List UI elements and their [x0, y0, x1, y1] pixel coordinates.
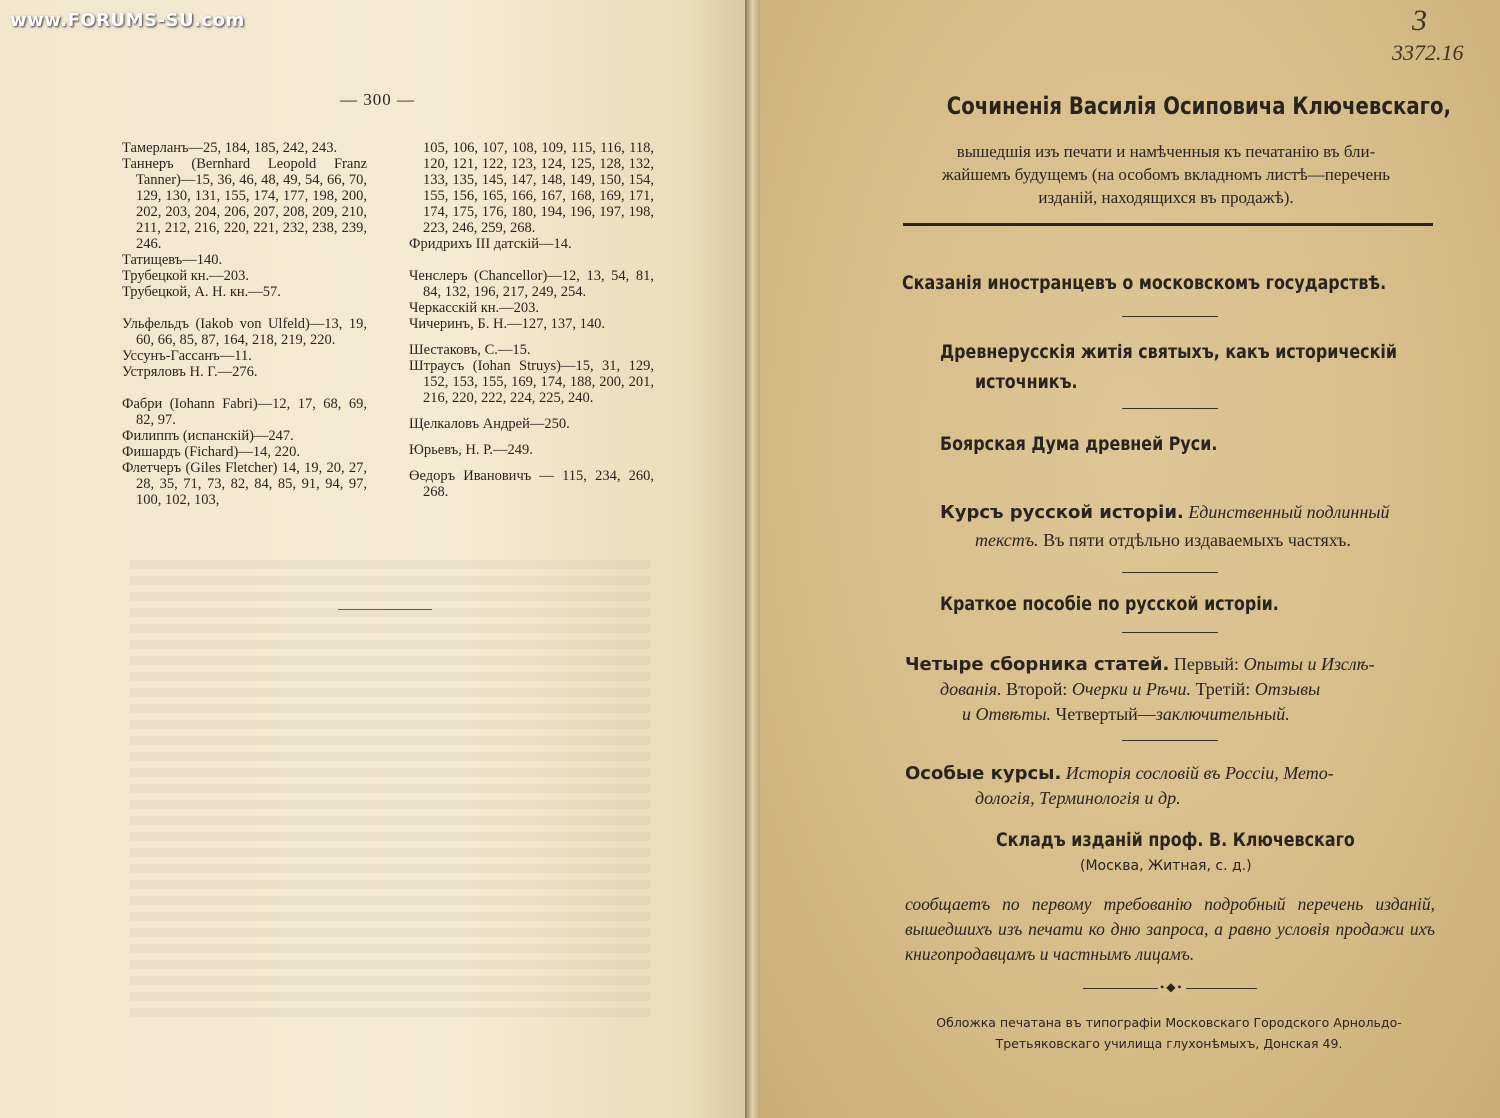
work-item-6-third-title: Отзывы	[1254, 679, 1321, 699]
index-entry: Татищевъ—140.	[122, 252, 223, 268]
end-rule	[338, 609, 432, 610]
index-entry: Ульфельдъ (Iakob von Ulfeld)—13, 19, 60, 66, 85, 87, 164, 218, 219, 220.	[122, 316, 367, 348]
work-item-6-label: Третій:	[1195, 679, 1251, 699]
separator-rule	[1122, 316, 1218, 317]
index-entry: Флетчеръ (Giles Fletcher) 14, 19, 20, 27, 28, 35, 71, 73, 82, 84, 85, 91, 94, 97, 100, 102, 103,	[122, 460, 367, 508]
work-item-7-title: Особые курсы.	[905, 763, 1062, 784]
separator-rule	[1122, 740, 1218, 741]
work-item-4-line2	[975, 528, 1351, 553]
index-entry: Черкасскій кн.—203.	[409, 300, 540, 316]
index-entry: Филиппъ (испанскій)—247.	[122, 428, 294, 444]
subtitle-line: вышедшія изъ печати и намѣченныя къ печатанію въ бли-	[956, 142, 1376, 161]
index-entry: Трубецкой, А. Н. кн.—57.	[122, 284, 281, 300]
index-entry: Фишардъ (Fichard)—14, 220.	[122, 444, 300, 460]
colophon-line: Обложка печатана въ типографіи Московскаго Городского Арнольдо-	[936, 1015, 1402, 1030]
notice-text: сообщаетъ по первому требованію подробный перечень изданій, вышедшихъ изъ печати ко дню запроса, а равно условія продажи ихъ книгопродавцамъ и частнымъ лицамъ.	[905, 894, 1435, 964]
right-page	[760, 0, 1500, 1118]
work-item-4-title: Курсъ русской исторіи.	[940, 502, 1184, 523]
work-item-6-line3	[962, 702, 1290, 727]
index-entry: Уссунъ-Гассанъ—11.	[122, 348, 252, 364]
handwritten-mark: 3	[1412, 4, 1427, 37]
work-item-6-label: Четвертый—	[1055, 704, 1156, 724]
ornament: •◆•	[1160, 980, 1184, 994]
bleed-through	[130, 560, 650, 1020]
work-item-6-line1	[905, 652, 1375, 677]
index-entry: Өедоръ Ивановичъ — 115, 234, 260, 268.	[409, 468, 654, 500]
work-item-7-line2	[975, 786, 1181, 811]
work-item-6-label: Первый:	[1173, 654, 1240, 674]
work-item-4-rest: Въ пяти отдѣльно издаваемыхъ частяхъ.	[1043, 530, 1351, 550]
title-rule	[903, 223, 1433, 226]
watermark: www.FORUMS-SU.com	[10, 10, 245, 31]
subtitle	[900, 140, 1432, 209]
separator-rule	[1122, 572, 1218, 573]
work-item-6-title: Четыре сборника статей.	[905, 654, 1170, 675]
work-item-4-line1	[940, 500, 1389, 525]
work-item-4-note-cont: текстъ.	[975, 530, 1039, 550]
page-title: Сочиненія Василія Осиповича Ключевскаго,	[946, 92, 1451, 120]
index-entry: Фридрихъ III датскій—14.	[409, 236, 572, 252]
work-item-7-line1	[905, 761, 1334, 786]
subtitle-line: жайшемъ будущемъ (на особомъ вкладномъ листѣ—перечень	[941, 165, 1391, 184]
separator-rule	[1122, 632, 1218, 633]
index-entry: 105, 106, 107, 108, 109, 115, 116, 118, 120, 121, 122, 123, 124, 125, 128, 132, 133, 135, 145, 147, 148, 149, 150, 154, 155, 156, 165, 166, 167, 168, 169, 171, 174, 175, 176, 180, 194, 196, 197, 198, 223, 246, 259, 268.	[423, 140, 654, 236]
index-entry: Ченслеръ (Chancellor)—12, 13, 54, 81, 84, 132, 196, 217, 249, 254.	[409, 268, 654, 300]
work-item-6-first-title-cont: дованія.	[940, 679, 1002, 699]
work-item-6-line2	[940, 677, 1320, 702]
work-item-1: Сказанія иностранцевъ о московскомъ государствѣ.	[902, 273, 1387, 294]
work-item-7-note: Исторія сословій въ Россіи, Мето-	[1065, 763, 1334, 783]
work-item-7-note-cont: дологія, Терминологія и др.	[975, 788, 1181, 808]
colophon	[902, 1012, 1436, 1054]
colophon-line: Третьяковскаго училища глухонѣмыхъ, Донская 49.	[995, 1036, 1343, 1051]
page-number: — 300 —	[340, 90, 415, 109]
handwritten-shelfmark: 3372.16	[1392, 40, 1464, 65]
index-entry: Юрьевъ, Н. Р.—249.	[409, 442, 533, 458]
work-item-6-first-title: Опыты и Изслѣ-	[1243, 654, 1375, 674]
work-item-4-note: Единственный подлинный	[1188, 502, 1390, 522]
index-entry: Устряловъ Н. Г.—276.	[122, 364, 258, 380]
separator-rule	[1122, 408, 1218, 409]
index-entry: Трубецкой кн.—203.	[122, 268, 250, 284]
subtitle-line: изданій, находящихся въ продажѣ).	[1038, 188, 1294, 207]
work-item-6-fourth-title: заключительный.	[1155, 704, 1290, 724]
work-item-5: Краткое пособіе по русской исторіи.	[940, 594, 1279, 615]
index-entry: Шестаковъ, С.—15.	[409, 342, 531, 358]
index-entry: Таннеръ (Bernhard Leopold Franz Tanner)—15, 36, 46, 48, 49, 54, 66, 70, 129, 130, 131, 155, 174, 177, 198, 200, 202, 203, 204, 206, 207, 208, 209, 210, 211, 212, 216, 220, 221, 232, 238, 239, 246.	[122, 156, 367, 252]
index-entry: Фабри (Iohann Fabri)—12, 17, 68, 69, 82, 97.	[122, 396, 367, 428]
warehouse-heading: Складъ изданій проф. В. Ключевскаго	[996, 830, 1355, 851]
work-item-2-line1: Древнерусскія житія святыхъ, какъ историческій	[940, 342, 1398, 363]
index-entry: Тамерланъ—25, 184, 185, 242, 243.	[122, 140, 338, 156]
warehouse-address: (Москва, Житная, с. д.)	[1080, 858, 1252, 874]
index-column-b	[409, 140, 654, 500]
work-item-6-label: Второй:	[1006, 679, 1068, 699]
index-entry: Чичеринъ, Б. Н.—127, 137, 140.	[409, 316, 605, 332]
index-column-a	[122, 140, 367, 508]
work-item-3: Боярская Дума древней Руси.	[940, 434, 1218, 455]
index-entry: Щелкаловъ Андрей—250.	[409, 416, 570, 432]
work-item-6-third-title-cont: и Отвѣты.	[962, 704, 1052, 724]
work-item-2-line2: источникъ.	[975, 372, 1078, 393]
index-entry: Штраусъ (Iohan Struys)—15, 31, 129, 152, 153, 155, 169, 174, 188, 200, 201, 216, 220, 222, 224, 225, 240.	[409, 358, 654, 406]
work-item-6-second-title: Очерки и Рѣчи.	[1071, 679, 1191, 699]
